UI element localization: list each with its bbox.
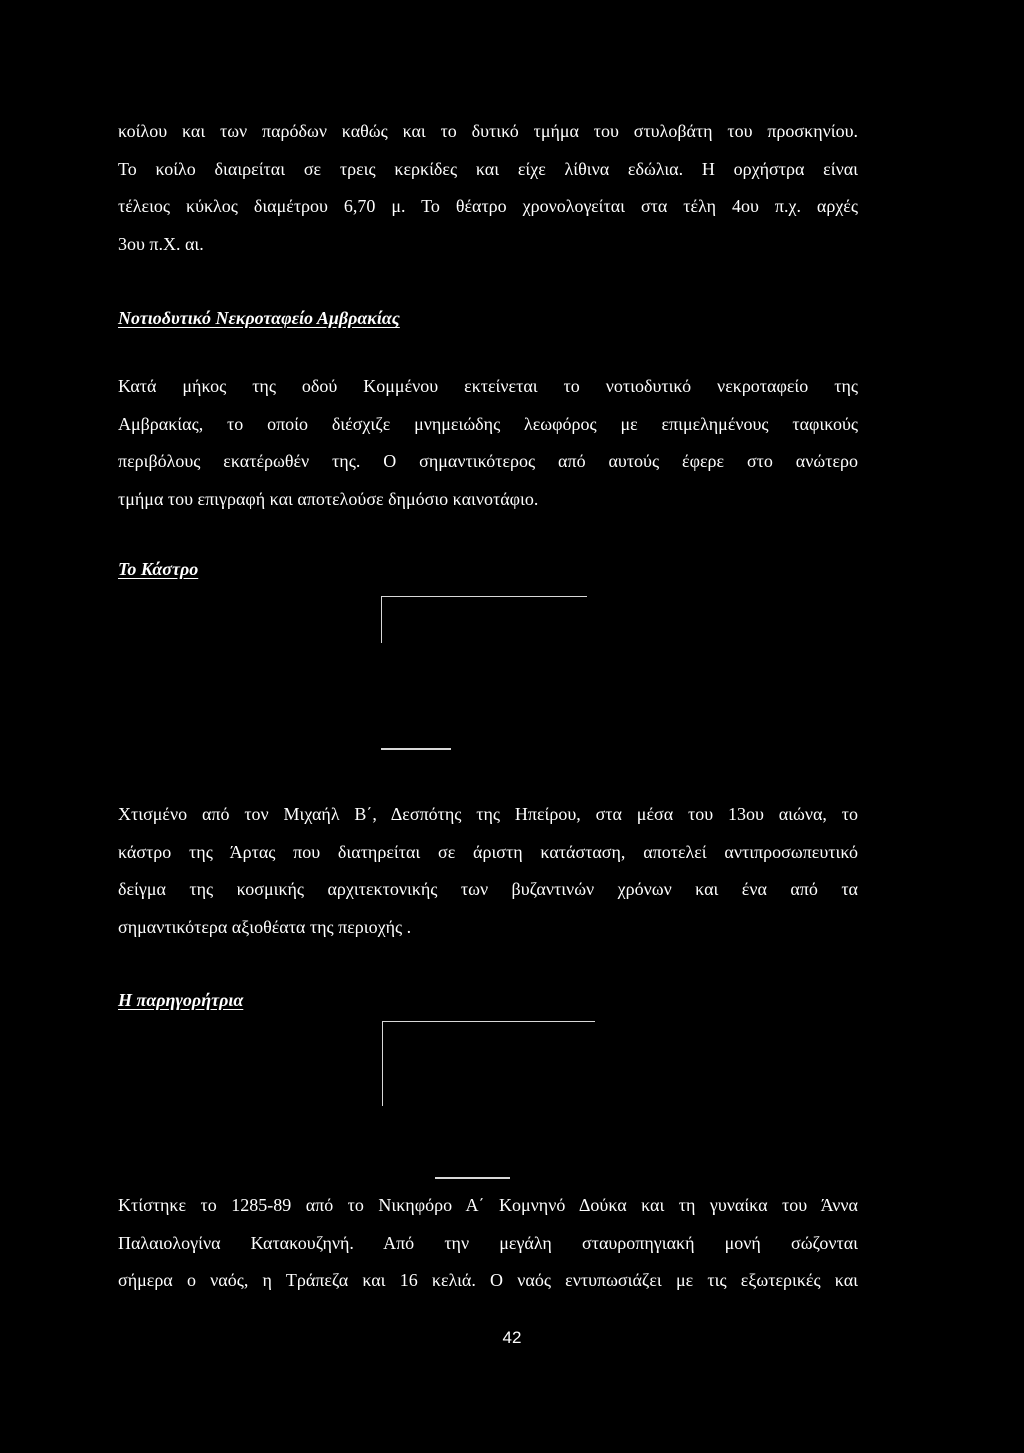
text-line: σημαντικότερα αξιοθέατα της περιοχής . bbox=[118, 916, 412, 937]
section-paragraph-castle bbox=[118, 796, 858, 946]
text-line: Κατά μήκος της οδού Κομμένου εκτείνεται το νοτιοδυτικό νεκροταφείο της bbox=[118, 376, 858, 396]
text-line: τμήμα του επιγραφή και αποτελούσε δημόσιο καινοτάφιο. bbox=[118, 488, 539, 509]
text-line: δείγμα της κοσμικής αρχιτεκτονικής των βυζαντινών χρόνων και ένα από τα bbox=[118, 879, 858, 899]
section-paragraph-paregoretria bbox=[118, 1187, 858, 1300]
image-placeholder-paregoretria bbox=[382, 1021, 595, 1106]
text-line: Το κοίλο διαιρείται σε τρεις κερκίδες και είχε λίθινα εδώλια. Η ορχήστρα είναι bbox=[118, 158, 858, 179]
text-line: τέλειος κύκλος διαμέτρου 6,70 μ. Το θέατρο χρονολογείται στα τέλη 4ου π.χ. αρχές bbox=[118, 196, 858, 216]
text-line: 3ου π.Χ. αι. bbox=[118, 233, 204, 254]
section-heading-necropolis: Νοτιοδυτικό Νεκροταφείο Αμβρακίας bbox=[118, 308, 400, 328]
text-line: Αμβρακίας, το οποίο διέσχιζε μνημειώδης λεωφόρος με επιμελημένους ταφικούς bbox=[118, 413, 858, 434]
intro-paragraph bbox=[118, 113, 858, 263]
text-line: κάστρο της Άρτας που διατηρείται σε άριστη κατάσταση, αποτελεί αντιπροσωπευτικό bbox=[118, 841, 858, 862]
section-heading-castle: Το Κάστρο bbox=[118, 559, 199, 579]
section-heading-paregoretria: Η παρηγορήτρια bbox=[118, 990, 244, 1010]
image-rule-castle bbox=[381, 748, 451, 750]
text-line: περιβόλους εκατέρωθέν της. Ο σημαντικότερος από αυτούς έφερε στο ανώτερο bbox=[118, 451, 858, 471]
text-line: Παλαιολογίνα Κατακουζηνή. Από την μεγάλη σταυροπηγιακή μονή σώζονται bbox=[118, 1232, 858, 1253]
text-line: κοίλου και των παρόδων καθώς και το δυτικό τμήμα του στυλοβάτη του προσκηνίου. bbox=[118, 121, 858, 141]
page-number: 42 bbox=[502, 1328, 522, 1347]
text-line: Χτισμένο από τον Μιχαήλ Β΄, Δεσπότης της Ηπείρου, στα μέσα του 13ου αιώνα, το bbox=[118, 804, 858, 824]
image-placeholder-castle bbox=[381, 596, 587, 643]
image-rule-paregoretria bbox=[435, 1177, 510, 1179]
text-line: σήμερα ο ναός, η Τράπεζα και 16 κελιά. Ο ναός εντυπωσιάζει με τις εξωτερικές και bbox=[118, 1270, 858, 1290]
text-line: Κτίστηκε το 1285-89 από το Νικηφόρο Α΄ Κομνηνό Δούκα και τη γυναίκα του Άννα bbox=[118, 1195, 858, 1215]
section-paragraph-necropolis bbox=[118, 368, 858, 518]
